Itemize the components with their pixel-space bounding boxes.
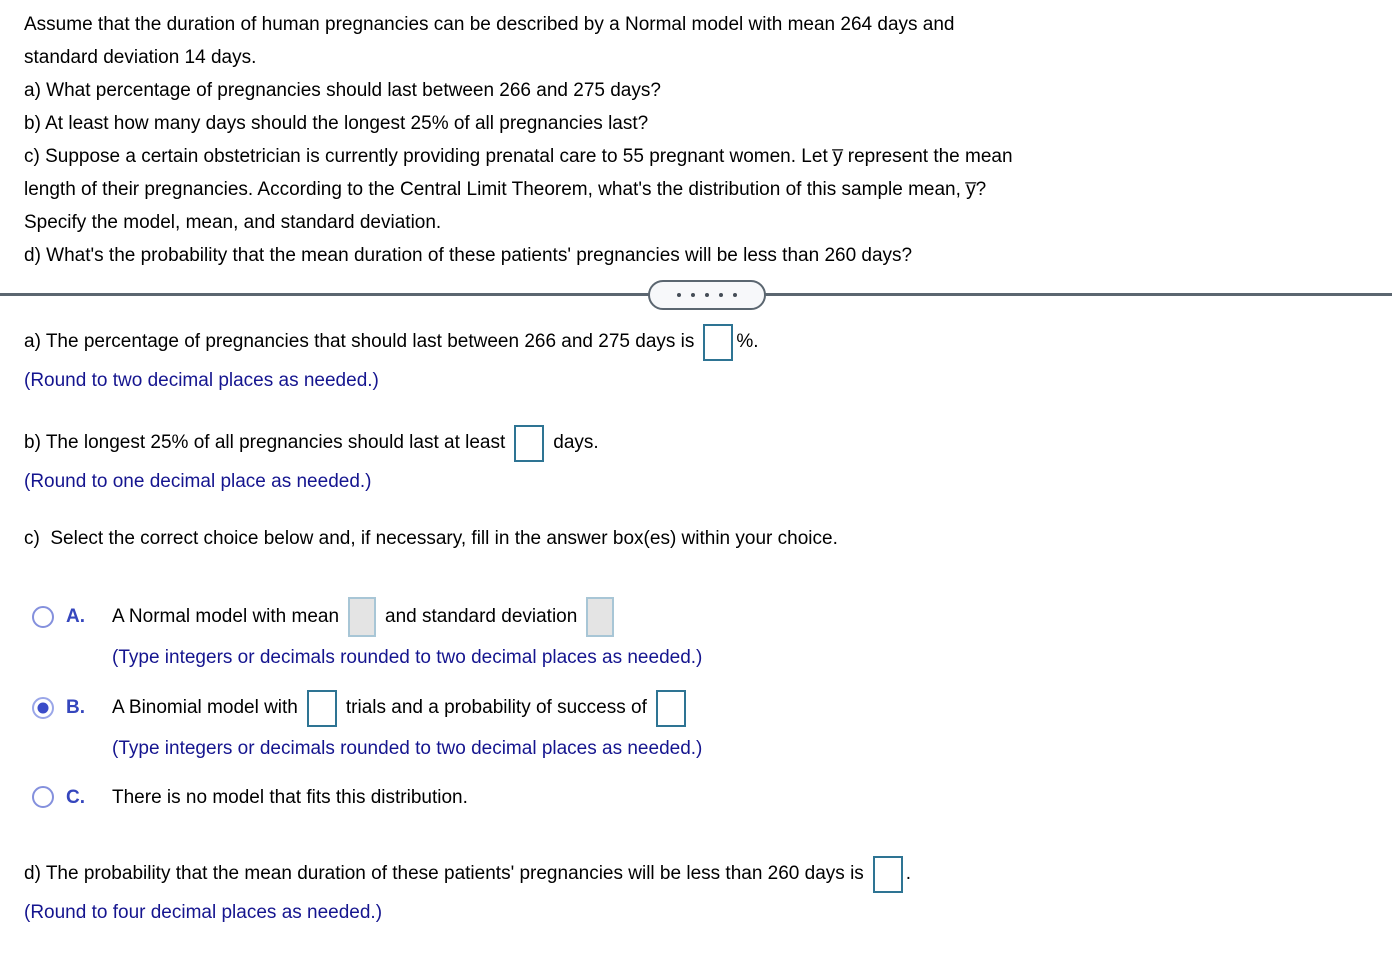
choice-b-note: (Type integers or decimals rounded to two decimal places as needed.) [112, 738, 703, 759]
answer-a-suffix: %. [736, 331, 759, 352]
choice-b-probability-input[interactable] [656, 690, 686, 727]
answer-d-suffix: . [905, 863, 912, 884]
answer-b-input[interactable] [514, 425, 544, 462]
answer-a-row [24, 322, 1392, 362]
answer-a-input[interactable] [703, 324, 733, 361]
choice-b-row [24, 688, 1392, 765]
divider-drag-handle[interactable] [648, 280, 766, 310]
choice-a-row [24, 597, 1392, 674]
answer-b-note: (Round to one decimal place as needed.) [24, 471, 372, 492]
question-line: length of their pregnancies. According to the Central Limit Theorem, what's the distribution of this sample mean, y̅? [24, 179, 987, 200]
question-line: c) Suppose a certain obstetrician is currently providing prenatal care to 55 pregnant women. Let y̅ represent the mean [24, 146, 1013, 167]
answer-b-suffix: days. [553, 432, 599, 453]
choice-a-sd-input[interactable] [586, 597, 614, 637]
choice-c-radio[interactable] [32, 786, 54, 808]
choice-b-trials-input[interactable] [307, 690, 337, 727]
question-line: Specify the model, mean, and standard deviation. [24, 212, 442, 233]
choice-c-letter: C. [66, 787, 85, 808]
choice-a-text-middle: and standard deviation [385, 606, 578, 627]
choice-b-letter: B. [66, 697, 85, 718]
answer-a-note: (Round to two decimal places as needed.) [24, 370, 379, 391]
drag-dot-icon [733, 293, 737, 297]
choice-c-text: There is no model that fits this distribution. [112, 787, 468, 808]
drag-dot-icon [691, 293, 695, 297]
choice-a-letter: A. [66, 606, 85, 627]
choice-b-radio[interactable] [32, 697, 54, 719]
answer-b-text: b) The longest 25% of all pregnancies should last at least [24, 432, 506, 453]
answer-a-text: a) The percentage of pregnancies that should last between 266 and 275 days is [24, 331, 695, 352]
answer-d-input[interactable] [873, 856, 903, 893]
drag-dot-icon [677, 293, 681, 297]
question-line: d) What's the probability that the mean duration of these patients' pregnancies will be less than 260 days? [24, 245, 913, 266]
question-panel [0, 0, 1392, 272]
choice-b-text-middle: trials and a probability of success of [345, 697, 647, 718]
question-line: standard deviation 14 days. [24, 47, 257, 68]
answer-d-text: d) The probability that the mean duration of these patients' pregnancies will be less than 260 days is [24, 863, 864, 884]
choice-a-text-before: A Normal model with mean [112, 606, 340, 627]
choice-a-radio[interactable] [32, 606, 54, 628]
choice-a-mean-input[interactable] [348, 597, 376, 637]
answer-b-row [24, 423, 1392, 463]
answer-d-note: (Round to four decimal places as needed.) [24, 902, 383, 923]
question-line: Assume that the duration of human pregnancies can be described by a Normal model with mean 264 days and [24, 14, 955, 35]
drag-dot-icon [719, 293, 723, 297]
part-c-prompt: c) Select the correct choice below and, if necessary, fill in the answer box(es) within your choice. [24, 528, 838, 549]
choice-c-row [24, 781, 1392, 814]
answer-d-row [24, 854, 1392, 894]
panel-divider [0, 280, 1392, 310]
answer-panel [0, 322, 1392, 929]
question-line: a) What percentage of pregnancies should last between 266 and 275 days? [24, 80, 661, 101]
choice-a-note: (Type integers or decimals rounded to two decimal places as needed.) [112, 647, 703, 668]
choice-b-text-before: A Binomial model with [112, 697, 298, 718]
drag-dot-icon [705, 293, 709, 297]
question-line: b) At least how many days should the longest 25% of all pregnancies last? [24, 113, 649, 134]
